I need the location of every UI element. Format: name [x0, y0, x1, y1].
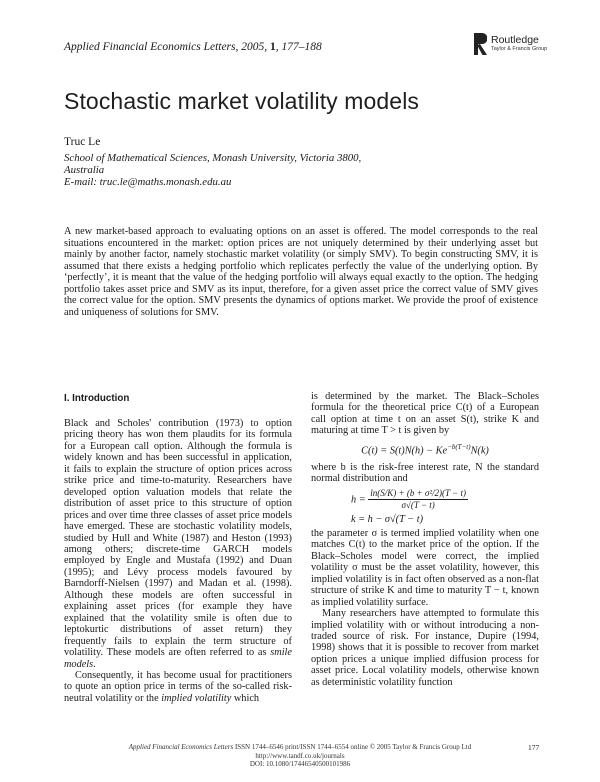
left-column: [64, 418, 292, 704]
abstract: A new market-based approach to evaluating options on an asset is offered. The model corresponds to the real situations encountered in the market: option prices are not uniquely determined by their underlying asset but mainly by another factor, namely stochastic market volatility (or simply SMV). To begin constructing SMV, it is assumed that there exists a hedging portfolio which replicates perfectly the value of the underlying option. By ‘perfectly’, it is meant that the value of the hedging portfolio will always equal exactly to the option. The hedging portfolio takes asset price and SMV as its input, therefore, for a given asset price the correct value of SMV gives the correct value for the option. SMV presents the dynamics of options market. We provide the proof of existence and uniqueness of solutions for SMV.: [64, 226, 538, 318]
journal-name: Applied Financial Economics Letters: [64, 41, 236, 53]
emphasis-term: smile models: [64, 647, 292, 670]
article-title: Stochastic market volatility models: [64, 88, 420, 114]
author-affiliation: [64, 152, 394, 188]
equation-h: h = $\frac{\text{ln(S/K) + (b + σ²/2)(T − t)}}{\sigma√(T - t)}$: [351, 487, 466, 511]
journal-volume: 1: [270, 41, 276, 53]
right-column: [311, 391, 539, 688]
paragraph: Many researchers have attempted to formulate this implied volatility with or without introducing a non-traded source of risk. For instance, Dupire (1994, 1998) shows that it is possible to recover from market option prices a unique implied diffusion process for asset price. Local volatility models, otherwise known as deterministic volatility function: [311, 608, 539, 688]
paragraph: is determined by the market. The Black–Scholes formula for the theoretical price C(t) of a European call option at time t on an asset S(t), strike K and maturing at time T > t is given by: [311, 391, 539, 437]
page-footer: [100, 743, 500, 769]
paragraph: Black and Scholes' contribution (1973) to option pricing theory has won them plaudits for its formula for a European call option. Although the formula is widely known and has been successful in application, it fails to explain the structure of option prices across strike price and time-to-maturity. Researchers have developed option valuation models that relate the distribution of asset price to this structure of option prices and over time three classes of asset price models have emerged. These are stochastic volatility models, studied by Hull and White (1987) and Heston (1993) among others; discrete-time GARCH models employed by Engle and Mustafa (1992) and Duan (1995); and Lévy process models favoured by Barndorff-Nielsen (1997) and Madan et al. (1998). Although these models are often successful in explaining asset prices (for example they have explained that the volatility smile is often due to leptokurtic distributions of asset return) they frequently fails to explain the term structure of volatility. These models are often referred to as smile models.: [64, 418, 292, 670]
author-email[interactable]: E-mail: truc.le@maths.monash.edu.au: [64, 176, 232, 188]
publisher-logo: [474, 33, 564, 59]
footer-doi: DOI: 10.1080/17446540500101986: [249, 760, 351, 768]
author-name: Truc Le: [64, 136, 101, 148]
journal-pages: , 177–188: [275, 41, 322, 53]
emphasis-term: implied volatility: [161, 692, 232, 704]
footer-copyright: Applied Financial Economics Letters ISSN 1744–6546 print/ISSN 1744–6554 online © 2005 Taylor & Francis Group Ltd: [128, 743, 472, 751]
fraction: $\frac{\text{ln(S/K) + (b + σ²/2)(T − t)}}{\sigma√(T - t)}$: [370, 487, 466, 511]
journal-citation: [64, 41, 322, 53]
journal-year: , 2005,: [235, 41, 271, 53]
affiliation-line: Australia: [64, 164, 105, 176]
paragraph: where b is the risk-free interest rate, N the standard normal distribution and: [311, 461, 539, 485]
publisher-logo-name: Routledge: [491, 34, 539, 46]
publisher-logo-sub: Taylor & Francis Group: [491, 46, 548, 52]
section-heading: I. Introduction: [64, 393, 130, 404]
equation-k: k = h − σ√(T − t): [351, 513, 423, 525]
page-number: 177: [528, 743, 540, 752]
paragraph: the parameter σ is termed implied volatility when one matches C(t) to the market price of the option. If the Black–Scholes model were correct, the implied volatility σ must be the asset volatility, however, this implied volatility is in fact often observed as a non-flat structure of strike K and time to maturity T − t, known as implied volatility surface.: [311, 527, 539, 608]
equation-call-price: $C(t) = S(t)N(h) - Ke^{-b(T-t)}N(k)$: [361, 442, 489, 457]
routledge-logo-icon: [474, 33, 487, 55]
affiliation-line: School of Mathematical Sciences, Monash University, Victoria 3800,: [64, 152, 362, 164]
footer-url[interactable]: http://www.tandf.co.uk/journals: [255, 751, 345, 760]
equation-h-k: [311, 488, 539, 525]
paragraph: Consequently, it has become usual for practitioners to quote an option price in terms of the so-called risk-neutral volatility or the implied volatility which: [64, 669, 292, 704]
